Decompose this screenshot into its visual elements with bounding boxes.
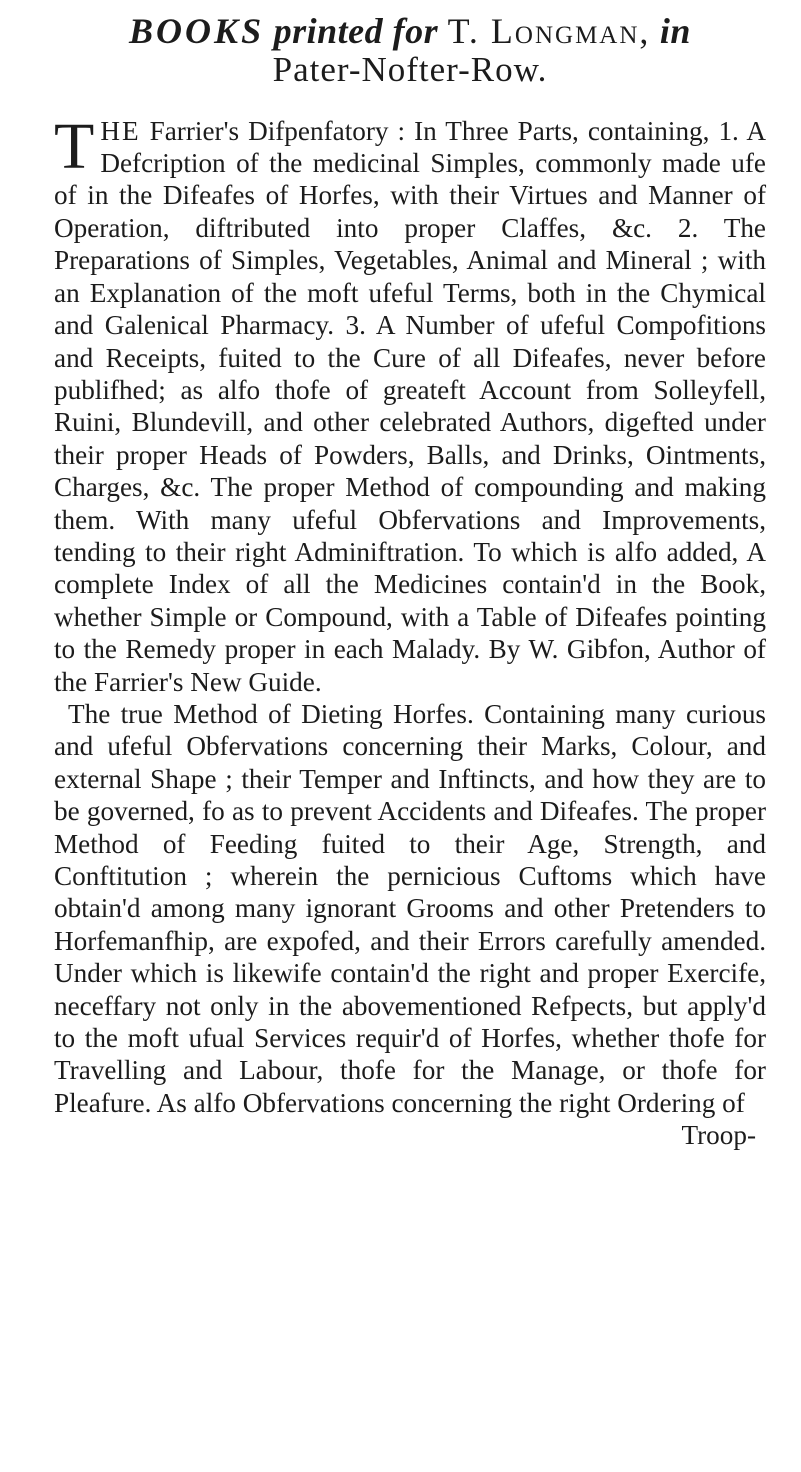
drop-cap: T: [54, 109, 95, 183]
catchword: Troop-: [681, 1120, 756, 1151]
entry-text: Farrier's Difpenfatory : In Three Parts, containing, 1. A Defcription of the medicinal Simples, commonly made ufe of in the Difeafes of Horfes, with their Virtues and Manner of Operation, diftributed into proper Claffes, &c. 2. The Preparations of Simples, Vegetables, Animal and Mineral ; with an Explanation of the moft ufeful Terms, both in the Chymical and Galenical Pharmacy. 3. A Number of ufeful Compofitions and Receipts, fuited to the Cure of all Difeafes, never before publifhed; as alfo thofe of greateft Account from Solleyfell, Ruini, Blundevill, and other celebrated Authors, digefted under their proper Heads of Powders, Balls, and Drinks, Ointments, Charges, &c. The proper Method of compounding and making them. With many ufeful Obfervations and Improvements, tending to their right Adminiftration. To which is alfo added, A complete Index of all the Medicines contain'd in the Book, whether Simple or Compound, with a Table of Difeafes pointing to the Remedy proper in each Malady. By W. Gibfon, Author of the Farrier's New Guide.: [54, 115, 766, 697]
catalogue-entry-farriers-dispensatory: [54, 109, 766, 698]
running-head-publisher: T. Longman,: [447, 11, 651, 51]
running-head-printed-for: printed for: [264, 11, 448, 51]
entry-text: The true Method of Dieting Horfes. Containing many curious and ufeful Obfervations concerning their Marks, Colour, and external Shape ; their Temper and Inftincts, and how they are to be governed, fo as to prevent Accidents and Difeafes. The proper Method of Feeding fuited to their Age, Strength, and Conftitution ; wherein the pernicious Cuftoms which have obtain'd among many ignorant Grooms and other Pretenders to Horfemanfhip, are expofed, and their Errors carefully amended. Under which is likewife contain'd the right and proper Exercife, neceffary not only in the abovementioned Refpects, but apply'd to the moft ufual Services requir'd of Horfes, whether thofe for Travelling and Labour, thofe for the Manage, or thofe for Pleafure. As alfo Obfervations concerning the right Ordering of: [54, 698, 766, 1118]
running-head-books: BOOKS: [129, 11, 265, 51]
running-head-publisher-line: [54, 12, 766, 51]
entry-lead-caps: HE: [100, 115, 141, 146]
running-head-location: Pater-Nofter-Row.: [272, 49, 548, 89]
book-page: [54, 12, 766, 1152]
catalogue-entry-dieting-horses: [54, 698, 766, 1119]
running-head-in: in: [650, 11, 691, 51]
running-head: [54, 12, 766, 89]
